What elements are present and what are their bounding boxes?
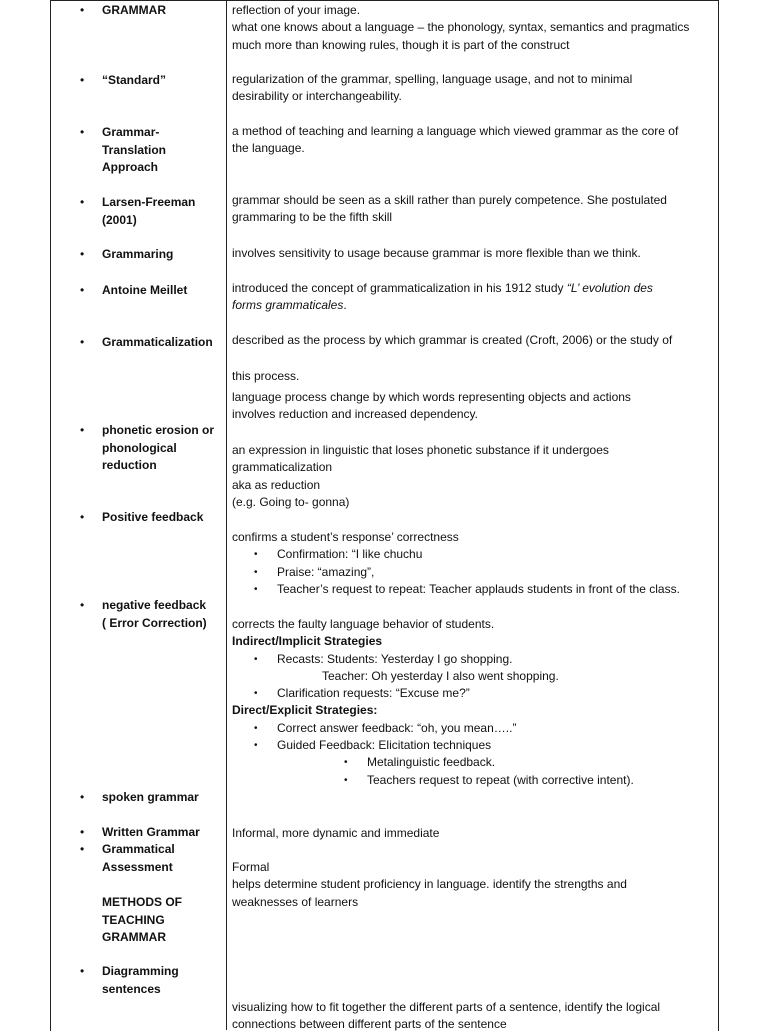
- def-line: a method of teaching and learning a language which viewed grammar as the core of: [232, 124, 679, 138]
- term-line: ( Error Correction): [102, 615, 207, 630]
- term-written-grammar: Written Grammar: [102, 825, 200, 839]
- bullet-icon: •: [254, 566, 258, 578]
- def-language-process: [232, 389, 714, 424]
- term-negative-feedback: [102, 597, 224, 632]
- def-line: visualizing how to fit together the different parts of a sentence, identify the logical: [232, 1000, 661, 1014]
- def-line: grammaring to be the fifth skill: [232, 210, 393, 225]
- term-line: Assessment: [102, 859, 173, 874]
- bullet-icon: •: [344, 774, 348, 786]
- def-positive-feedback: [232, 529, 714, 598]
- bullet-icon: •: [80, 423, 85, 437]
- term-line: negative feedback: [102, 598, 207, 612]
- def-diagramming: [232, 999, 714, 1034]
- def-grammaticalization-cont: [232, 368, 714, 385]
- bullet-icon: •: [80, 3, 85, 17]
- list-item-text: Clarification requests: “Excuse me?”: [277, 686, 470, 701]
- list-item-text: Correct answer feedback: “oh, you mean…..”: [277, 720, 517, 735]
- bullet-icon: •: [80, 825, 85, 839]
- def-line: grammaticalization: [232, 460, 333, 475]
- def-line: weaknesses of learners: [232, 894, 359, 909]
- bullet-icon: •: [80, 247, 85, 261]
- def-grammar: [232, 2, 714, 54]
- list-item-text: Teachers request to repeat (with corrective intent).: [367, 772, 634, 787]
- def-line: much more than knowing rules, though it is part of the construct: [232, 37, 570, 52]
- bullet-icon: •: [80, 598, 85, 612]
- def-line: what one knows about a language – the phonology, syntax, semantics and pragmatics: [232, 20, 690, 35]
- list-item-text: Guided Feedback: Elicitation techniques: [277, 738, 492, 753]
- term-standard: “Standard”: [102, 73, 167, 87]
- list-item-continuation: Teacher: Oh yesterday I also went shopping.: [322, 668, 559, 683]
- list-item: [232, 737, 714, 754]
- def-line: reflection of your image.: [232, 3, 361, 17]
- def-line: described as the process by which grammar is created (Croft, 2006) or the study of: [232, 333, 673, 347]
- def-grammar-translation: [232, 123, 714, 158]
- def-line: [232, 280, 714, 297]
- bullet-icon: •: [80, 790, 85, 804]
- term-spoken-grammar: spoken grammar: [102, 790, 199, 804]
- bullet-icon: •: [254, 653, 258, 665]
- def-line: the language.: [232, 141, 305, 156]
- term-antoine-meillet: Antoine Meillet: [102, 283, 188, 297]
- list-item-text: Metalinguistic feedback.: [367, 755, 496, 770]
- list-item-text: Recasts: Students: Yesterday I go shopping.: [277, 651, 513, 666]
- def-line: this process.: [232, 369, 300, 383]
- bullet-icon: •: [254, 688, 258, 700]
- bullet-icon: •: [80, 73, 85, 87]
- def-grammaring: [232, 245, 714, 262]
- column-divider: [226, 0, 227, 1030]
- def-negative-feedback: [232, 616, 714, 789]
- def-standard: [232, 71, 714, 106]
- bullet-icon: •: [80, 195, 85, 209]
- term-line: METHODS OF: [102, 895, 182, 909]
- bullet-icon: •: [254, 722, 258, 734]
- term-grammaring: Grammaring: [102, 247, 174, 261]
- term-diagramming: [102, 963, 224, 998]
- bullet-icon: •: [344, 757, 348, 769]
- term-line: TEACHING: [102, 912, 165, 927]
- bullet-icon: •: [80, 842, 85, 856]
- list-item: [232, 754, 714, 771]
- list-item: [232, 720, 714, 737]
- def-line: involves reduction and increased dependency.: [232, 407, 478, 422]
- term-line: GRAMMAR: [102, 930, 166, 944]
- term-larsen-freeman: [102, 194, 224, 229]
- bullet-icon: •: [80, 510, 85, 524]
- term-grammar-translation: [102, 124, 224, 177]
- term-grammaticalization: Grammaticalization: [102, 335, 213, 349]
- list-item: [232, 564, 714, 581]
- def-text: .: [343, 298, 347, 313]
- def-line: regularization of the grammar, spelling, language usage, and not to minimal: [232, 72, 633, 86]
- def-line: an expression in linguistic that loses phonetic substance if it undergoes: [232, 443, 609, 457]
- list-item-text: Praise: “amazing”,: [277, 564, 375, 579]
- term-line: Larsen-Freeman: [102, 195, 196, 209]
- def-spoken-grammar: [232, 825, 714, 842]
- def-line: (e.g. Going to- gonna): [232, 494, 350, 509]
- bullet-icon: •: [80, 335, 85, 349]
- indirect-strategies-heading: Indirect/Implicit Strategies: [232, 634, 383, 649]
- bullet-icon: •: [80, 283, 85, 297]
- direct-strategies-heading: Direct/Explicit Strategies:: [232, 703, 378, 718]
- def-line: Informal, more dynamic and immediate: [232, 826, 440, 840]
- bullet-icon: •: [254, 583, 258, 595]
- def-line: connections between different parts of the sentence: [232, 1017, 507, 1032]
- term-line: reduction: [102, 458, 157, 472]
- list-item-text: Confirmation: “I like chuchu: [277, 547, 423, 562]
- def-line: involves sensitivity to usage because grammar is more flexible than we think.: [232, 246, 641, 260]
- list-item: [232, 685, 714, 702]
- def-antoine-meillet: [232, 280, 714, 315]
- term-line: Grammatical: [102, 842, 175, 856]
- term-phonetic-erosion: [102, 422, 224, 475]
- term-positive-feedback: Positive feedback: [102, 510, 204, 524]
- def-line: desirability or interchangeability.: [232, 89, 402, 104]
- list-item-text: Teacher’s request to repeat: Teacher applauds students in front of the class.: [277, 581, 680, 596]
- list-item: [232, 581, 714, 598]
- def-written-grammar: [232, 859, 714, 911]
- bullet-icon: •: [254, 740, 258, 752]
- term-line: Approach: [102, 160, 159, 174]
- term-methods-heading: [102, 894, 224, 947]
- def-line: confirms a student’s response’ correctness: [232, 530, 459, 544]
- book-title: forms grammaticales: [232, 298, 344, 313]
- list-item: [232, 651, 714, 668]
- bullet-icon: •: [254, 549, 258, 561]
- term-grammatical-assessment: [102, 841, 224, 876]
- term-line: phonological: [102, 440, 177, 455]
- def-grammaticalization: [232, 332, 714, 349]
- list-item: [232, 546, 714, 563]
- def-larsen-freeman: [232, 192, 714, 227]
- book-title: “L’ evolution des: [566, 281, 653, 295]
- term-line: sentences: [102, 981, 161, 996]
- term-line: Translation: [102, 142, 167, 157]
- list-item: [232, 772, 714, 789]
- def-line: corrects the faulty language behavior of students.: [232, 617, 495, 631]
- def-line: aka as reduction: [232, 477, 321, 492]
- def-line: Formal: [232, 860, 270, 874]
- term-line: Diagramming: [102, 964, 179, 978]
- bullet-icon: •: [80, 125, 85, 139]
- term-line: (2001): [102, 212, 137, 227]
- bullet-icon: •: [80, 964, 85, 978]
- term-line: phonetic erosion or: [102, 423, 215, 437]
- def-text: introduced the concept of grammaticalization in his 1912 study: [232, 281, 567, 295]
- def-line: language process change by which words representing objects and actions: [232, 390, 631, 404]
- def-phonetic-erosion: [232, 442, 714, 511]
- term-line: Grammar-: [102, 125, 160, 139]
- def-line: grammar should be seen as a skill rather than purely competence. She postulated: [232, 193, 667, 207]
- def-line: helps determine student proficiency in language. identify the strengths and: [232, 877, 627, 892]
- def-line: [232, 297, 714, 314]
- term-grammar: GRAMMAR: [102, 3, 166, 17]
